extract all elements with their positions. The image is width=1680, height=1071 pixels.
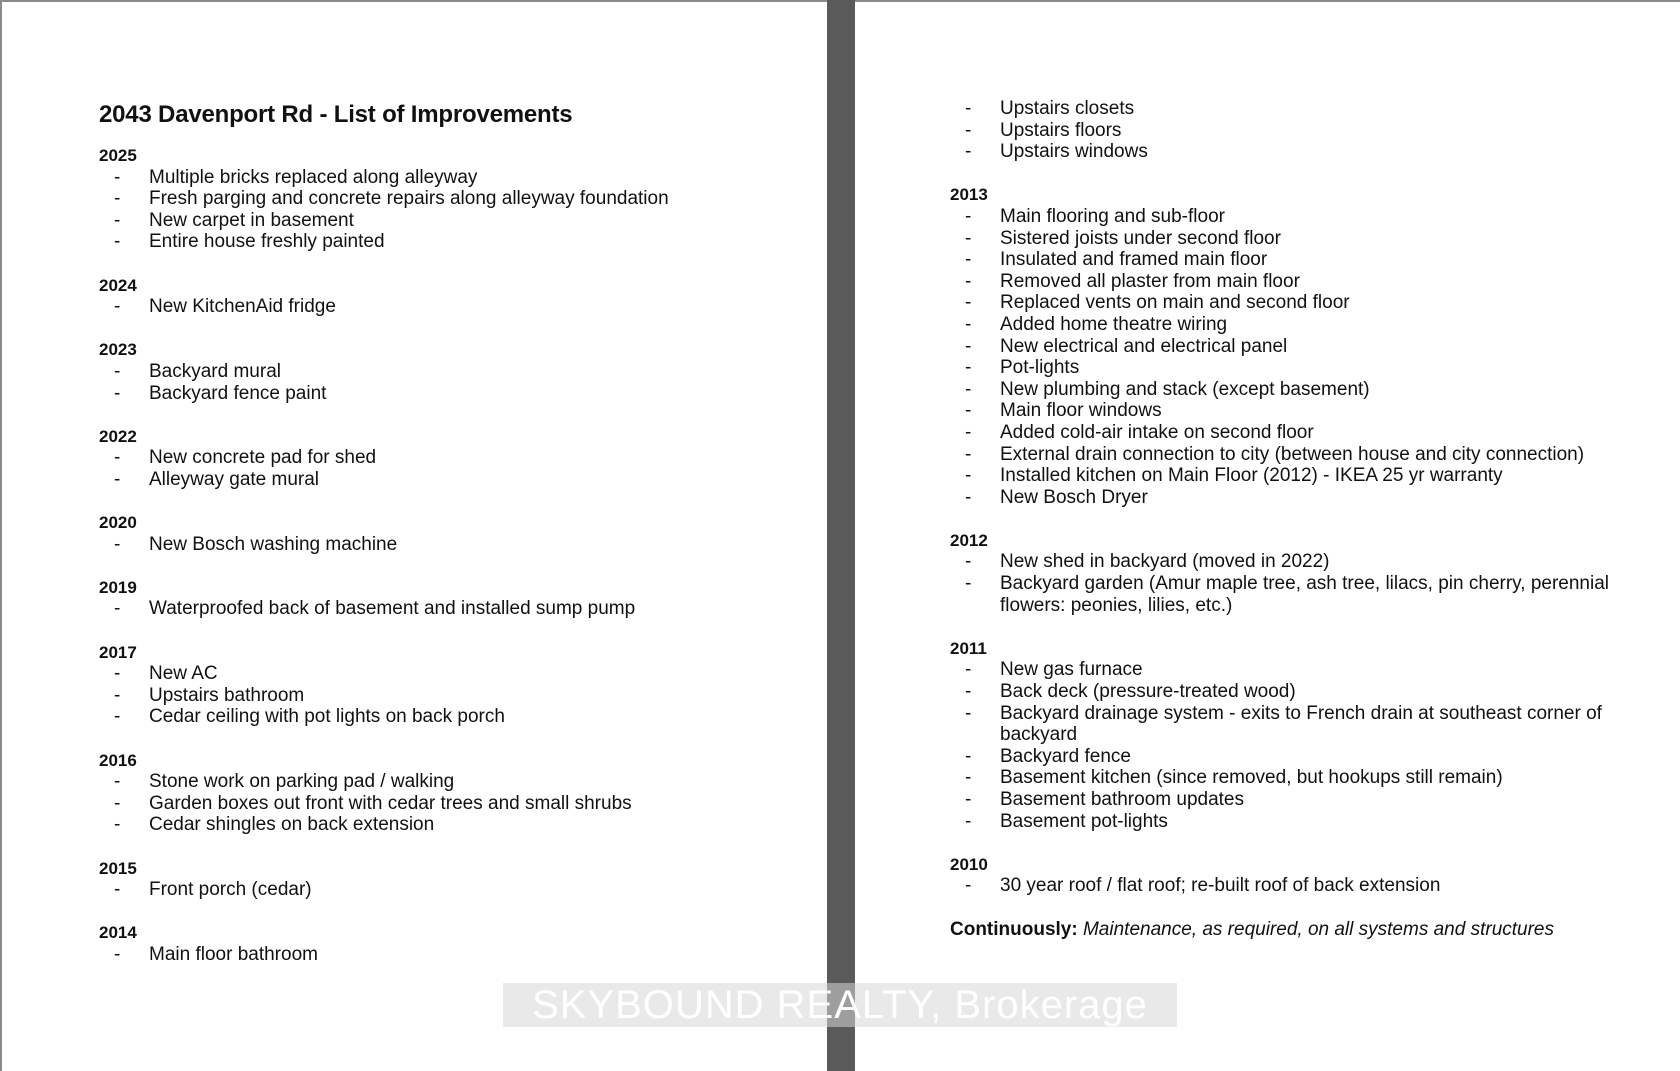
list-item: - Basement pot-lights xyxy=(950,811,1640,833)
list-item: - New electrical and electrical panel xyxy=(950,336,1640,358)
improvement-list xyxy=(99,944,799,966)
list-item: - Back deck (pressure-treated wood) xyxy=(950,681,1640,703)
list-item: - New gas furnace xyxy=(950,659,1640,681)
improvement-list xyxy=(99,598,799,620)
page-gutter xyxy=(827,0,855,1071)
year-section xyxy=(950,530,1640,616)
year-section xyxy=(99,339,799,404)
continued-list xyxy=(950,98,1640,163)
year-section xyxy=(99,858,799,901)
year-section xyxy=(99,426,799,491)
improvement-list xyxy=(99,296,799,318)
list-item: - 30 year roof / flat roof; re-built roof of back extension xyxy=(950,875,1640,897)
list-item: - Fresh parging and concrete repairs along alleyway foundation xyxy=(99,188,799,210)
list-item: - Stone work on parking pad / walking xyxy=(99,771,799,793)
list-item: - Backyard garden (Amur maple tree, ash tree, lilacs, pin cherry, perennial flowers: peonies, lilies, etc.) xyxy=(950,573,1640,616)
list-item: - Basement bathroom updates xyxy=(950,789,1640,811)
year-section xyxy=(99,750,799,836)
list-item: - Main floor windows xyxy=(950,400,1640,422)
year-heading: 2011 xyxy=(950,638,987,658)
year-heading: 2025 xyxy=(99,146,137,165)
list-item: - Backyard fence paint xyxy=(99,383,799,405)
list-item: - New carpet in basement xyxy=(99,210,799,232)
document-title: 2043 Davenport Rd - List of Improvements xyxy=(99,101,573,128)
list-item: - Added cold-air intake on second floor xyxy=(950,422,1640,444)
list-item: - New plumbing and stack (except basement) xyxy=(950,379,1640,401)
list-item: - Backyard mural xyxy=(99,361,799,383)
list-item: - Pot-lights xyxy=(950,357,1640,379)
year-heading: 2019 xyxy=(99,577,137,597)
improvement-list xyxy=(950,551,1640,616)
list-item: - Upstairs bathroom xyxy=(99,685,799,707)
year-section xyxy=(99,577,799,620)
continuously-label: Continuously: xyxy=(950,918,1078,940)
year-heading: 2014 xyxy=(99,923,137,943)
list-item: - New Bosch washing machine xyxy=(99,534,799,556)
list-item: - Basement kitchen (since removed, but hookups still remain) xyxy=(950,767,1640,789)
list-item: - Garden boxes out front with cedar trees and small shrubs xyxy=(99,793,799,815)
list-item: - Installed kitchen on Main Floor (2012) - IKEA 25 yr warranty xyxy=(950,465,1640,487)
continuously-text: Maintenance, as required, on all systems and structures xyxy=(1082,918,1554,940)
list-item: - Added home theatre wiring xyxy=(950,314,1640,336)
list-item: - Main flooring and sub-floor xyxy=(950,206,1640,228)
list-item: - New shed in backyard (moved in 2022) xyxy=(950,551,1640,573)
improvement-list xyxy=(950,206,1640,508)
improvement-list xyxy=(950,98,1640,163)
list-item: - New concrete pad for shed xyxy=(99,447,799,469)
year-section xyxy=(950,854,1640,897)
list-item: - Upstairs windows xyxy=(950,141,1640,163)
list-item: - New AC xyxy=(99,663,799,685)
year-heading: 2023 xyxy=(99,340,137,360)
list-item: - Removed all plaster from main floor xyxy=(950,271,1640,293)
list-item: - Replaced vents on main and second floor xyxy=(950,292,1640,314)
list-item: - Upstairs floors xyxy=(950,120,1640,142)
improvement-list xyxy=(99,771,799,836)
list-item: - Alleyway gate mural xyxy=(99,469,799,491)
left-page-content xyxy=(99,98,799,987)
year-heading: 2015 xyxy=(99,858,137,878)
list-item: - Upstairs closets xyxy=(950,98,1640,120)
list-item: - Cedar ceiling with pot lights on back porch xyxy=(99,706,799,728)
improvement-list xyxy=(99,663,799,728)
list-item: - Backyard drainage system - exits to French drain at southeast corner of backyard xyxy=(950,703,1640,746)
year-section xyxy=(99,275,799,318)
improvement-list xyxy=(99,534,799,556)
year-heading: 2012 xyxy=(950,530,988,550)
right-page-content xyxy=(950,98,1640,940)
list-item: - Multiple bricks replaced along alleyway xyxy=(99,167,799,189)
year-heading: 2024 xyxy=(99,275,137,295)
year-section xyxy=(99,642,799,728)
year-section xyxy=(99,512,799,555)
year-heading: 2022 xyxy=(99,426,137,446)
improvement-list xyxy=(950,659,1640,832)
improvement-list xyxy=(99,879,799,901)
year-section xyxy=(99,922,799,965)
list-item: - External drain connection to city (between house and city connection) xyxy=(950,444,1640,466)
document-page-right xyxy=(855,0,1680,1071)
year-heading: 2017 xyxy=(99,642,137,662)
improvement-list xyxy=(99,447,799,490)
list-item: - Cedar shingles on back extension xyxy=(99,814,799,836)
list-item: - Main floor bathroom xyxy=(99,944,799,966)
brokerage-watermark: SKYBOUND REALTY, Brokerage xyxy=(503,983,1177,1027)
list-item: - Insulated and framed main floor xyxy=(950,249,1640,271)
improvement-list xyxy=(99,361,799,404)
year-section xyxy=(950,184,1640,508)
continuously-note xyxy=(950,919,1640,941)
list-item: - New KitchenAid fridge xyxy=(99,296,799,318)
list-item: - Front porch (cedar) xyxy=(99,879,799,901)
year-section xyxy=(950,638,1640,832)
list-item: - New Bosch Dryer xyxy=(950,487,1640,509)
list-item: - Backyard fence xyxy=(950,746,1640,768)
year-heading: 2010 xyxy=(950,854,988,874)
year-heading: 2013 xyxy=(950,185,988,205)
year-section xyxy=(99,145,799,253)
list-item: - Sistered joists under second floor xyxy=(950,228,1640,250)
year-heading: 2020 xyxy=(99,513,137,533)
year-heading: 2016 xyxy=(99,750,137,770)
improvement-list xyxy=(950,875,1640,897)
improvement-list xyxy=(99,167,799,253)
list-item: - Entire house freshly painted xyxy=(99,231,799,253)
list-item: - Waterproofed back of basement and installed sump pump xyxy=(99,598,799,620)
document-page-left xyxy=(0,0,827,1071)
